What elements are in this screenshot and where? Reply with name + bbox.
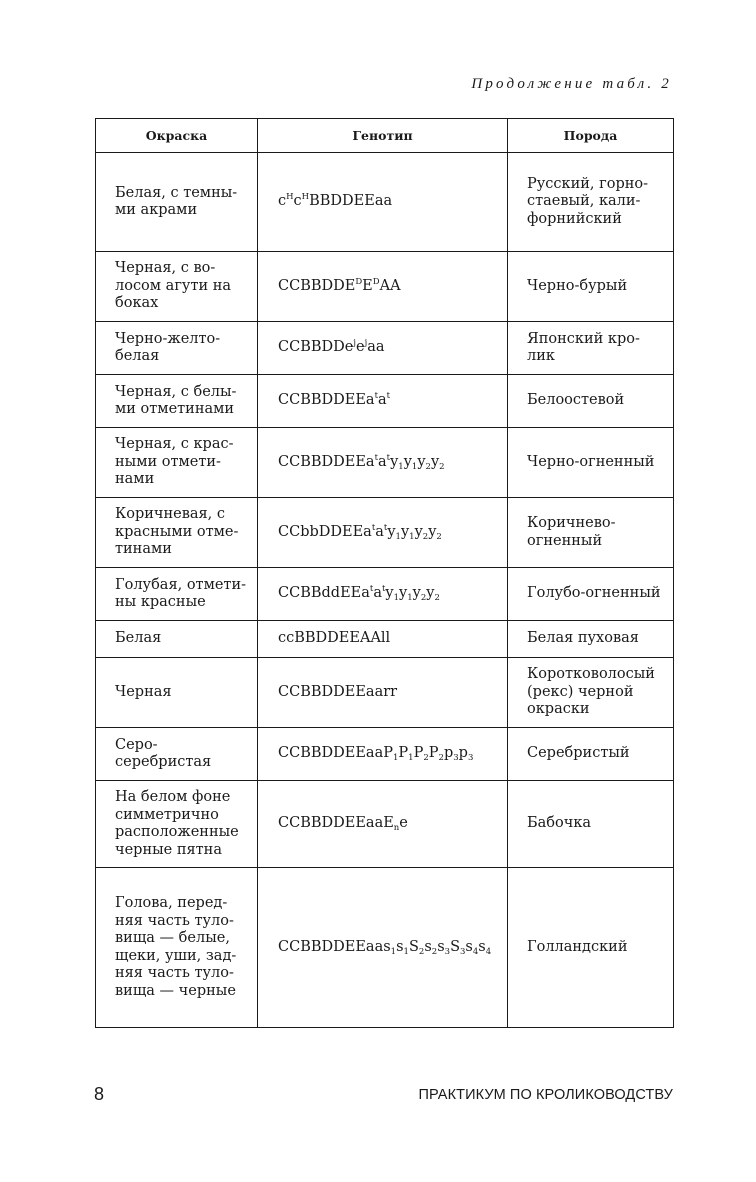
genotype-segment: CCBBDDEEa <box>278 392 375 409</box>
genotype-subscript: 4 <box>472 946 479 957</box>
table-row <box>96 728 674 781</box>
table-row <box>96 498 674 568</box>
breed-text: Бабочка <box>527 815 592 832</box>
genotype-segment: CCBBDDEEaaE <box>278 815 394 832</box>
genotype-segment: y <box>414 523 423 540</box>
genotype-segment: s <box>437 938 445 955</box>
color-cell <box>96 498 258 568</box>
genotype-segment: S <box>450 938 460 955</box>
genotype-subscript: 2 <box>434 593 440 604</box>
color-text: Белая, с темны- ми акрами <box>115 184 238 218</box>
genotype-segment: P <box>428 745 439 762</box>
breed-text: Черно-бурый <box>527 277 628 294</box>
breed-text: Японский кро- лик <box>527 330 640 364</box>
genotype-formula <box>278 584 440 604</box>
genotype-formula <box>278 630 390 646</box>
genotype-cell <box>258 781 508 868</box>
genotype-cell <box>258 568 508 621</box>
genotype-formula <box>278 339 385 355</box>
breed-cell <box>508 428 674 498</box>
color-cell <box>96 322 258 375</box>
genotype-formula <box>278 939 491 955</box>
color-text: Коричневая, с красными отме- тинами <box>115 506 239 558</box>
genotype-segment: ccBBDDEEAAll <box>278 630 391 647</box>
color-cell <box>96 868 258 1028</box>
color-cell <box>96 658 258 728</box>
running-title: ПРАКТИКУМ ПО КРОЛИКОВОДСТВУ <box>418 1087 673 1103</box>
genotype-segment: a <box>373 585 382 602</box>
breed-text: Белая пуховая <box>527 630 639 647</box>
genotype-segment: CCBBDDEEaaP <box>278 745 393 762</box>
breed-cell <box>508 498 674 568</box>
breed-text: Черно-огненный <box>527 453 655 470</box>
breed-text: Белоостевой <box>527 392 625 409</box>
genotype-cell <box>258 428 508 498</box>
genotype-segment: CCBBDDe <box>278 339 354 356</box>
genotype-segment: y <box>417 453 426 470</box>
genotype-segment: y <box>400 523 410 540</box>
genotype-cell <box>258 868 508 1028</box>
genotype-segment: P <box>413 745 424 762</box>
genotype-superscript: H <box>301 192 310 203</box>
breed-cell <box>508 658 674 728</box>
genotype-segment: e <box>355 339 365 356</box>
table-row <box>96 621 674 658</box>
breed-cell <box>508 728 674 781</box>
genotype-segment: AA <box>379 277 401 294</box>
genotype-cell <box>258 375 508 428</box>
genotype-subscript: 4 <box>485 946 492 957</box>
page-number: 8 <box>94 1084 105 1104</box>
genotype-table <box>95 118 674 1028</box>
color-text: Черная, с белы- ми отметинами <box>115 383 237 417</box>
table-row <box>96 375 674 428</box>
continuation-header: Продолжение табл. 2 <box>471 76 672 92</box>
genotype-subscript: 1 <box>407 593 413 604</box>
color-cell <box>96 781 258 868</box>
color-cell <box>96 252 258 322</box>
genotype-subscript: 2 <box>439 461 445 472</box>
breed-text: Коричнево- огненный <box>527 515 616 549</box>
genotype-superscript: H <box>286 192 294 203</box>
color-cell <box>96 568 258 621</box>
genotype-segment: s <box>396 938 404 955</box>
genotype-subscript: 1 <box>393 593 400 604</box>
column-header-breed: Порода <box>508 119 674 153</box>
genotype-superscript: j <box>353 338 356 349</box>
color-text: На белом фоне симметрично расположенные черные пятна <box>115 789 239 858</box>
genotype-cell <box>258 658 508 728</box>
table-row <box>96 868 674 1028</box>
genotype-segment: P <box>398 745 409 762</box>
column-header-genotype: Генотип <box>258 119 508 153</box>
genotype-subscript: 1 <box>398 461 404 472</box>
column-header-color: Окраска <box>96 119 258 153</box>
genotype-subscript: 3 <box>444 946 451 957</box>
genotype-formula <box>278 392 390 408</box>
color-text: Серо- серебристая <box>115 736 212 770</box>
color-text: Черная <box>115 683 172 700</box>
genotype-superscript: D <box>355 276 363 287</box>
table-body <box>96 153 674 1028</box>
breed-cell <box>508 153 674 252</box>
genotype-segment: CCBBddEEa <box>278 585 370 602</box>
genotype-formula <box>278 524 442 540</box>
genotype-subscript: 2 <box>425 461 431 472</box>
genotype-superscript: t <box>383 522 388 533</box>
color-text: Черно-желто- белая <box>115 330 221 364</box>
genotype-segment: y <box>390 453 399 470</box>
genotype-formula <box>278 193 392 209</box>
genotype-formula <box>278 684 397 700</box>
genotype-segment: y <box>430 453 440 470</box>
genotype-subscript: 1 <box>409 531 415 542</box>
genotype-segment: s <box>465 938 473 955</box>
genotype-segment: a <box>375 523 384 540</box>
genotype-subscript: 1 <box>395 531 401 542</box>
genotype-subscript: 3 <box>467 753 474 764</box>
genotype-cell <box>258 153 508 252</box>
genotype-segment: aa <box>367 339 385 356</box>
genotype-segment: CCBBDDEEaarr <box>278 683 398 700</box>
genotype-segment: E <box>362 277 373 294</box>
breed-cell <box>508 781 674 868</box>
color-cell <box>96 621 258 658</box>
genotype-subscript: 1 <box>392 753 399 764</box>
genotype-segment: CCBBDDEEa <box>278 453 375 470</box>
breed-text: Русский, горно- стаевый, кали- форнийский <box>527 175 649 227</box>
genotype-superscript: t <box>374 391 378 402</box>
color-cell <box>96 375 258 428</box>
genotype-segment: CCBBDDEEaas <box>278 938 391 955</box>
genotype-subscript: 3 <box>460 946 466 957</box>
genotype-cell <box>258 621 508 658</box>
genotype-segment: y <box>399 585 408 602</box>
table-row <box>96 781 674 868</box>
genotype-segment: S <box>408 938 419 955</box>
table-row <box>96 252 674 322</box>
color-cell <box>96 728 258 781</box>
color-text: Белая <box>115 630 162 647</box>
color-cell <box>96 153 258 252</box>
genotype-subscript: 2 <box>438 753 444 764</box>
genotype-subscript: 1 <box>403 946 409 957</box>
genotype-subscript: 1 <box>390 946 397 957</box>
genotype-segment: p <box>458 745 468 762</box>
genotype-segment: y <box>428 523 437 540</box>
breed-cell <box>508 868 674 1028</box>
genotype-superscript: t <box>386 452 391 463</box>
genotype-superscript: t <box>371 522 376 533</box>
breed-text: Коротковолосый (рекс) черной окраски <box>527 666 655 718</box>
genotype-subscript: n <box>393 823 400 834</box>
genotype-cell <box>258 498 508 568</box>
color-text: Голубая, отмети- ны красные <box>115 576 247 610</box>
breed-cell <box>508 375 674 428</box>
table-row <box>96 568 674 621</box>
genotype-segment: y <box>403 453 412 470</box>
color-text: Черная, с крас- ными отмети- нами <box>115 436 234 488</box>
genotype-formula <box>278 815 408 834</box>
breed-text: Голландский <box>527 938 628 955</box>
genotype-superscript: t <box>386 391 391 402</box>
genotype-subscript: 2 <box>418 946 425 957</box>
genotype-subscript: 1 <box>411 461 418 472</box>
genotype-superscript: t <box>369 584 374 595</box>
genotype-superscript: j <box>364 338 368 349</box>
table-row <box>96 658 674 728</box>
genotype-segment: c <box>278 193 287 210</box>
genotype-segment: y <box>387 523 396 540</box>
genotype-superscript: D <box>372 276 380 287</box>
genotype-segment: p <box>443 745 454 762</box>
genotype-segment: CCbbDDEEa <box>278 523 372 540</box>
genotype-segment: y <box>385 585 394 602</box>
genotype-segment: s <box>424 938 432 955</box>
genotype-cell <box>258 728 508 781</box>
breed-cell <box>508 322 674 375</box>
genotype-cell <box>258 252 508 322</box>
genotype-segment: y <box>412 585 421 602</box>
genotype-superscript: t <box>381 584 386 595</box>
genotype-segment: CCBBDDE <box>278 277 356 294</box>
genotype-segment: a <box>378 392 387 409</box>
genotype-segment: a <box>378 453 387 470</box>
color-text: Черная, с во- лосом агути на боках <box>115 260 232 312</box>
genotype-segment: y <box>426 585 435 602</box>
genotype-subscript: 2 <box>436 531 442 542</box>
genotype-subscript: 2 <box>431 946 438 957</box>
genotype-subscript: 3 <box>453 753 459 764</box>
breed-cell <box>508 621 674 658</box>
color-text: Голова, перед- няя часть туло- вища — белые, щеки, уши, зад- няя часть туло- вища — черные <box>115 895 237 999</box>
genotype-formula <box>278 745 474 764</box>
breed-text: Голубо-огненный <box>527 585 661 602</box>
table-header-row <box>96 119 674 153</box>
table-row <box>96 428 674 498</box>
genotype-segment: BBDDEEaa <box>309 193 393 210</box>
genotype-subscript: 2 <box>420 593 427 604</box>
genotype-superscript: t <box>374 452 378 463</box>
color-cell <box>96 428 258 498</box>
genotype-subscript: 2 <box>422 531 429 542</box>
table-row <box>96 322 674 375</box>
breed-cell <box>508 568 674 621</box>
genotype-subscript: 1 <box>408 753 414 764</box>
genotype-segment: s <box>478 938 486 955</box>
breed-cell <box>508 252 674 322</box>
breed-text: Серебристый <box>527 745 630 762</box>
genotype-subscript: 2 <box>423 753 429 764</box>
genotype-segment: e <box>399 815 408 832</box>
genotype-formula <box>278 278 401 294</box>
genotype-formula <box>278 454 445 470</box>
genotype-cell <box>258 322 508 375</box>
genotype-segment: c <box>293 193 302 210</box>
table-row <box>96 153 674 252</box>
